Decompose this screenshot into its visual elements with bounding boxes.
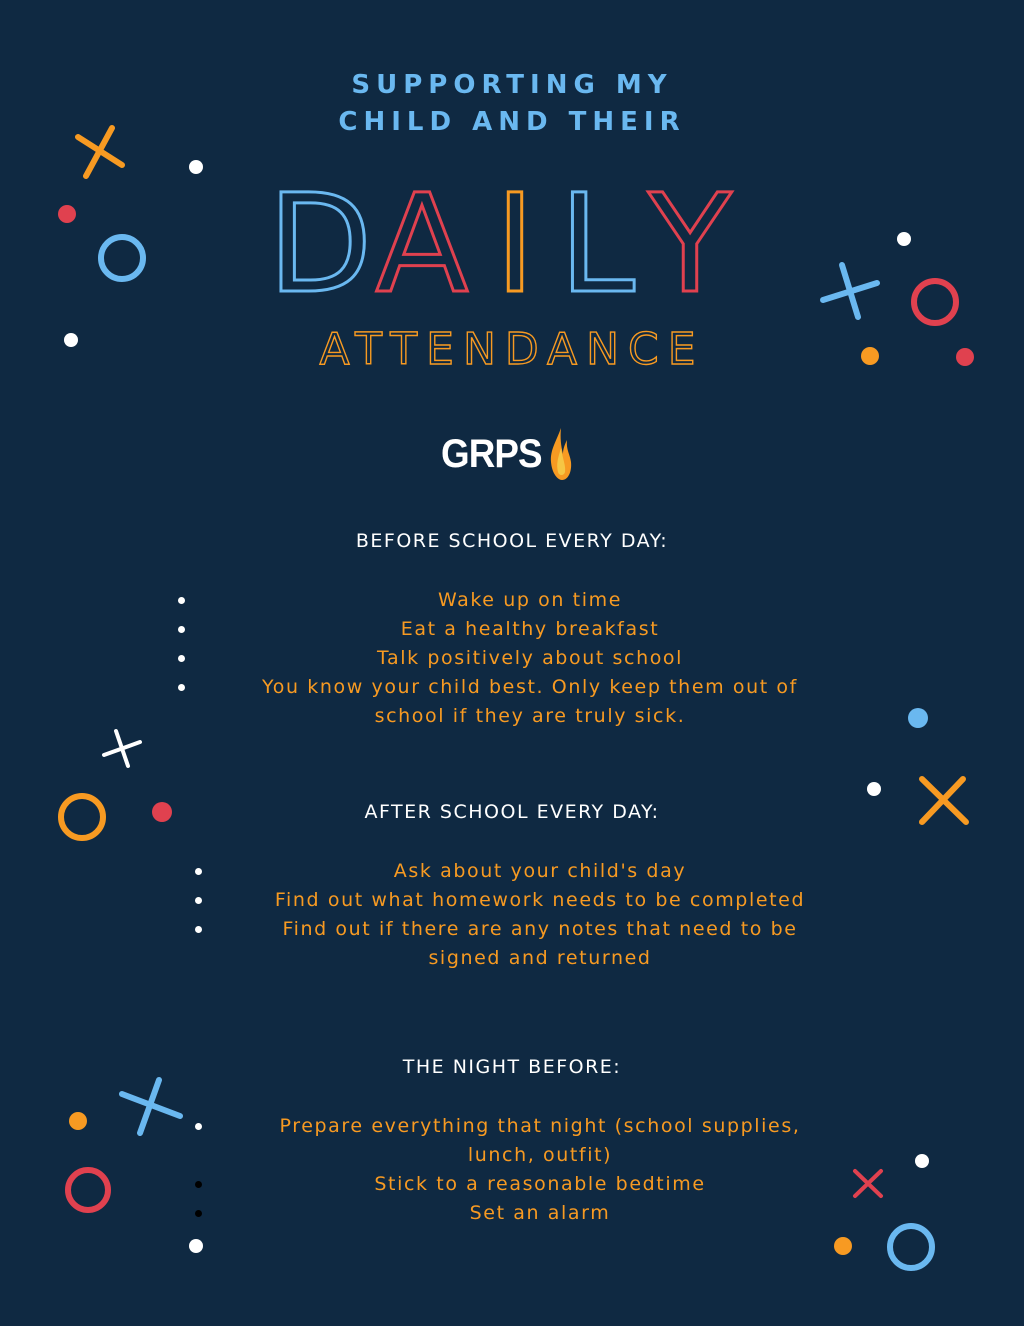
night-before-heading: THE NIGHT BEFORE: bbox=[402, 1056, 622, 1078]
logo-text: GRPS bbox=[441, 431, 542, 476]
list-item: Prepare everything that night (school supplies, bbox=[279, 1115, 801, 1137]
white-dot-icon bbox=[189, 1239, 203, 1253]
list-item: Find out if there are any notes that need to be bbox=[282, 918, 798, 940]
list-item: Talk positively about school bbox=[376, 647, 684, 669]
list-item: Wake up on time bbox=[437, 589, 623, 611]
white-dot-icon bbox=[867, 782, 881, 796]
after-school-heading: AFTER SCHOOL EVERY DAY: bbox=[364, 801, 660, 823]
flame-icon bbox=[548, 426, 574, 482]
white-x-icon bbox=[104, 731, 140, 766]
orange-dot-icon bbox=[834, 1237, 852, 1255]
header-line-1: SUPPORTING MY bbox=[351, 70, 673, 100]
list-item: Stick to a reasonable bedtime bbox=[374, 1173, 706, 1195]
list-item: You know your child best. Only keep them out of bbox=[262, 676, 798, 698]
before-school-heading: BEFORE SCHOOL EVERY DAY: bbox=[355, 530, 669, 552]
list-item: school if they are truly sick. bbox=[374, 705, 686, 727]
list-item: signed and returned bbox=[428, 947, 652, 969]
page-title bbox=[0, 185, 1024, 305]
list-item: Ask about your child's day bbox=[393, 860, 687, 882]
blue-ring-icon bbox=[890, 1226, 932, 1268]
svg-text:ATTENDANCE: ATTENDANCE bbox=[319, 324, 705, 375]
title-letter: I bbox=[494, 185, 536, 305]
list-item: Set an alarm bbox=[469, 1202, 611, 1224]
list-item: Eat a healthy breakfast bbox=[400, 618, 660, 640]
header-line-2: CHILD AND THEIR bbox=[338, 107, 686, 137]
title-letter: Y bbox=[648, 185, 732, 305]
title-letter: D bbox=[267, 185, 373, 305]
title-letter: L bbox=[559, 185, 635, 305]
grps-logo bbox=[441, 424, 574, 484]
white-dot-icon bbox=[189, 160, 203, 174]
list-item: lunch, outfit) bbox=[467, 1144, 613, 1166]
title-letter: A bbox=[375, 185, 469, 305]
page-subtitle bbox=[0, 320, 1024, 380]
list-item: Find out what homework needs to be completed bbox=[274, 889, 806, 911]
